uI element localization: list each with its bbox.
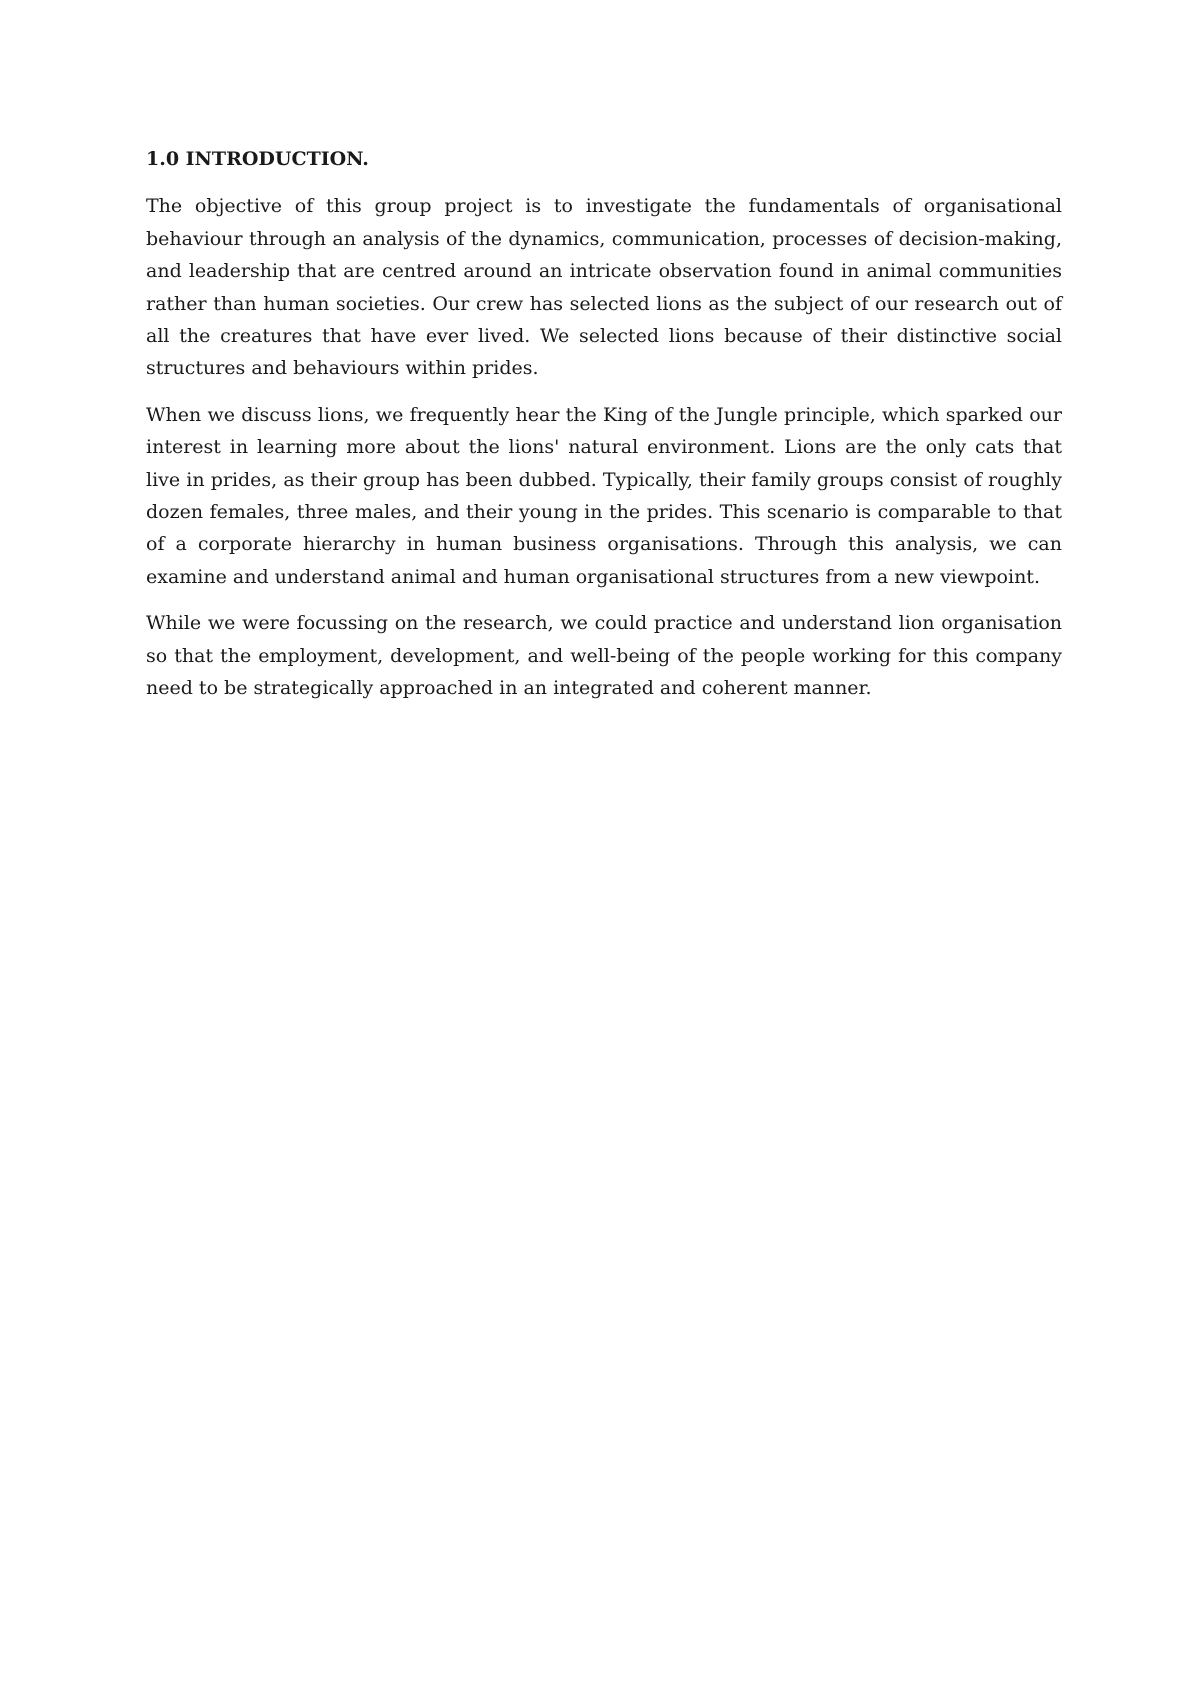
paragraph-objective: The objective of this group project is to investigate the fundamentals of organisational behaviour through an analysis of the dynamics, communication, processes of decision-making, and leadership that are centred around an intricate observation found in animal communities rather than human societies. Our crew has selected lions as the subject of our research out of all the creatures that have ever lived. We selected lions because of their distinctive social structures and behaviours within prides. [146,195,1062,380]
paragraph-lions-prides: When we discuss lions, we frequently hear the King of the Jungle principle, which sparked our interest in learning more about the lions' natural environment. Lions are the only cats that live in prides, as their group has been dubbed. Typically, their family groups consist of roughly dozen females, three males, and their young in the prides. This scenario is comparable to that of a corporate hierarchy in human business organisations. Through this analysis, we can examine and understand animal and human organisational structures from a new viewpoint. [146,403,1062,588]
section-heading: 1.0 INTRODUCTION. [146,148,369,170]
document-body [146,143,1062,719]
paragraph-research-focus: While we were focussing on the research, we could practice and understand lion organisation so that the employment, development, and well-being of the people working for this company need to be strategically approached in an integrated and coherent manner. [146,612,1062,700]
